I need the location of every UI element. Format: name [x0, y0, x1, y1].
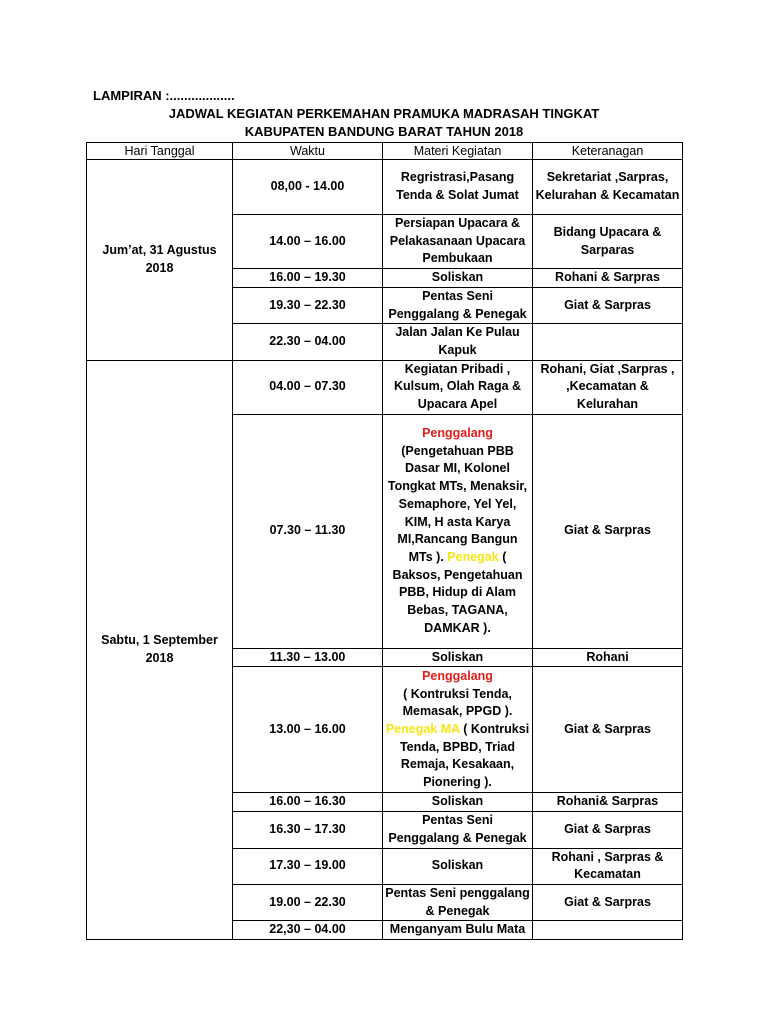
header-waktu: Waktu: [233, 143, 383, 160]
keterangan-cell: Giat & Sarpras: [533, 812, 683, 848]
materi-cell: Soliskan: [383, 269, 533, 288]
schedule-table: [86, 142, 683, 940]
penggalang-label: Penggalang: [422, 668, 493, 683]
header-keterangan: Keteranagan: [533, 143, 683, 160]
lampiran-label: LAMPIRAN :..................: [93, 88, 235, 103]
time-cell: 22,30 – 04.00: [233, 921, 383, 940]
keterangan-cell: Rohani, Giat ,Sarpras , ,Kecamatan & Kelurahan: [533, 360, 683, 414]
time-cell: 16.30 – 17.30: [233, 812, 383, 848]
keterangan-cell: Sekretariat ,Sarpras, Kelurahan & Kecamatan: [533, 160, 683, 215]
time-cell: 07.30 – 11.30: [233, 414, 383, 648]
penegak-ma-label: Penegak MA: [385, 722, 460, 737]
time-cell: 22.30 – 04.00: [233, 324, 383, 360]
materi-cell: Menganyam Bulu Mata: [383, 921, 533, 940]
header-materi: Materi Kegiatan: [383, 143, 533, 160]
materi-cell: Pentas Seni penggalang & Penegak: [383, 884, 533, 920]
time-cell: 16.00 – 16.30: [233, 793, 383, 812]
materi-cell: Pentas Seni Penggalang & Penegak: [383, 812, 533, 848]
keterangan-cell: Giat & Sarpras: [533, 287, 683, 323]
materi-text: ( Kontruksi Tenda, BPBD, Triad Remaja, Kesakaan, Pionering ).: [399, 722, 530, 790]
materi-cell: Pentas Seni Penggalang & Penegak: [383, 287, 533, 323]
time-cell: 08,00 - 14.00: [233, 160, 383, 215]
keterangan-cell: Rohani& Sarpras: [533, 793, 683, 812]
penegak-label: Penegak: [447, 549, 499, 564]
header-hari-tanggal: Hari Tanggal: [87, 143, 233, 160]
materi-text: ( Kontruksi Tenda, Memasak, PPGD ).: [402, 686, 513, 719]
materi-cell: Soliskan: [383, 848, 533, 884]
materi-cell: Persiapan Upacara & Pelakasanaan Upacara Pembukaan: [383, 215, 533, 269]
table-header-row: [87, 143, 683, 160]
materi-cell: Jalan Jalan Ke Pulau Kapuk: [383, 324, 533, 360]
penggalang-label: Penggalang: [422, 426, 493, 441]
keterangan-cell: [533, 921, 683, 940]
keterangan-cell: Bidang Upacara & Sarparas: [533, 215, 683, 269]
materi-text: ( Baksos, Pengetahuan PBB, Hidup di Alam Bebas, TAGANA, DAMKAR ).: [392, 549, 523, 635]
materi-cell: Soliskan: [383, 793, 533, 812]
keterangan-cell: Giat & Sarpras: [533, 884, 683, 920]
day-cell: Sabtu, 1 September 2018: [87, 360, 233, 939]
time-cell: 19.30 – 22.30: [233, 287, 383, 323]
materi-cell: Kegiatan Pribadi , Kulsum, Olah Raga & Upacara Apel: [383, 360, 533, 414]
materi-cell: Regristrasi,Pasang Tenda & Solat Jumat: [383, 160, 533, 215]
materi-text: (Pengetahuan PBB Dasar MI, Kolonel Tongkat MTs, Menaksir, Semaphore, Yel Yel, KIM, H asta Karya MI,Rancang Bangun MTs ).: [387, 443, 528, 564]
time-cell: 11.30 – 13.00: [233, 648, 383, 667]
time-cell: 16.00 – 19.30: [233, 269, 383, 288]
document-title-line2: KABUPATEN BANDUNG BARAT TAHUN 2018: [244, 124, 524, 139]
materi-cell: [383, 414, 533, 648]
keterangan-cell: Rohani: [533, 648, 683, 667]
keterangan-cell: Giat & Sarpras: [533, 667, 683, 793]
keterangan-cell: Rohani & Sarpras: [533, 269, 683, 288]
table-row: [87, 160, 683, 215]
time-cell: 04.00 – 07.30: [233, 360, 383, 414]
keterangan-cell: Rohani , Sarpras & Kecamatan: [533, 848, 683, 884]
time-cell: 19.00 – 22.30: [233, 884, 383, 920]
time-cell: 17.30 – 19.00: [233, 848, 383, 884]
time-cell: 14.00 – 16.00: [233, 215, 383, 269]
time-cell: 13.00 – 16.00: [233, 667, 383, 793]
day-cell: Jum’at, 31 Agustus 2018: [87, 160, 233, 361]
keterangan-cell: [533, 324, 683, 360]
materi-cell: [383, 667, 533, 793]
keterangan-cell: Giat & Sarpras: [533, 414, 683, 648]
table-row: [87, 360, 683, 414]
document-title-line1: JADWAL KEGIATAN PERKEMAHAN PRAMUKA MADRASAH TINGKAT: [168, 106, 600, 121]
materi-cell: Soliskan: [383, 648, 533, 667]
